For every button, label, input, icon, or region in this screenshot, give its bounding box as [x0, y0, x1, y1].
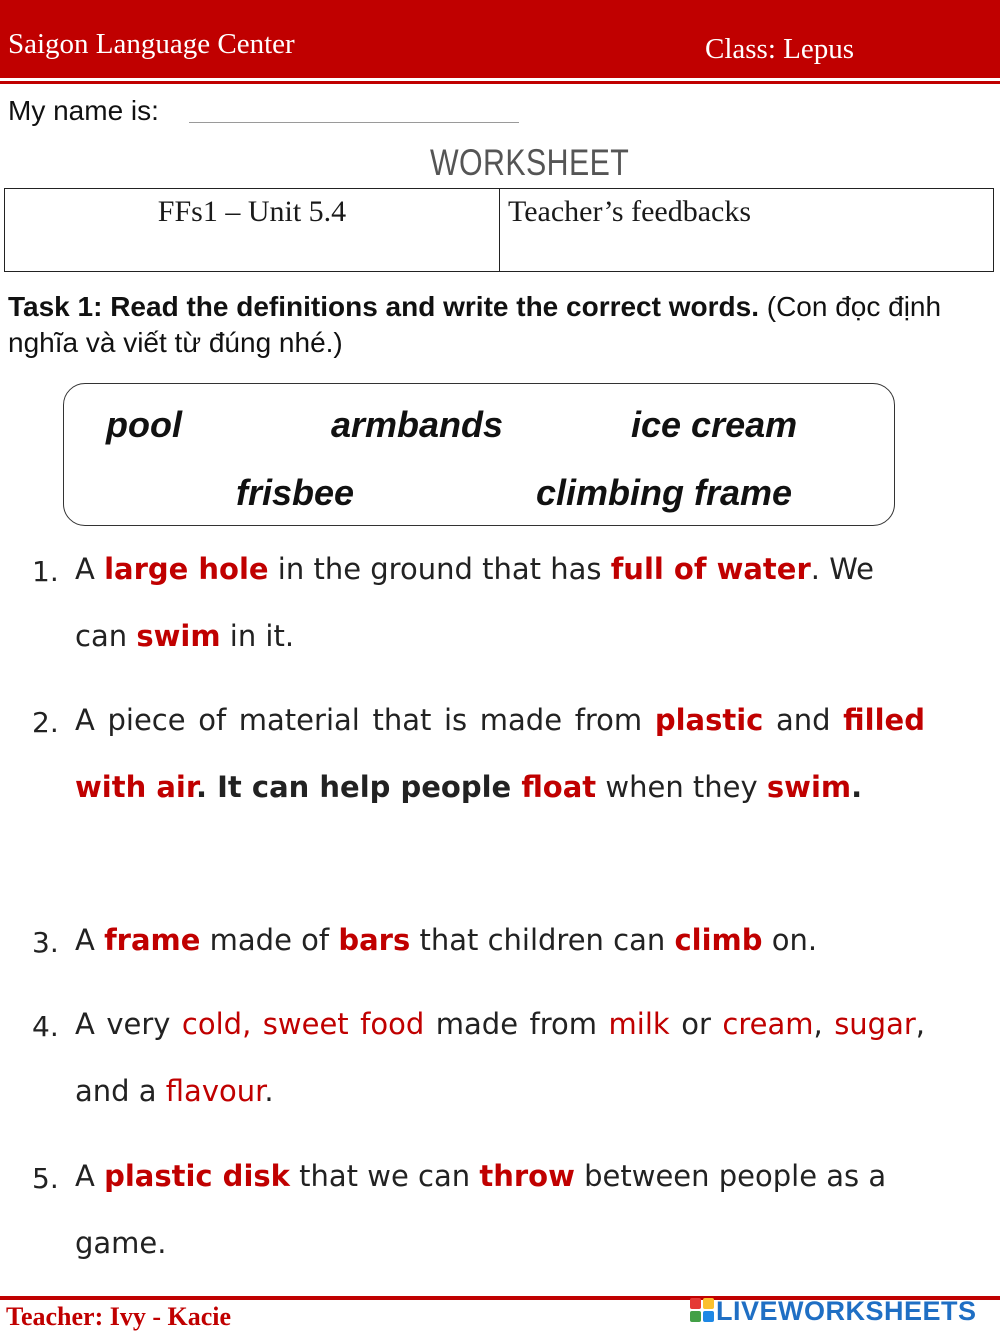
item-number: 1.: [32, 555, 59, 588]
word-box: [63, 383, 895, 526]
task-1-heading: Task 1: Read the definitions and write the correct words.: [8, 291, 759, 322]
word-option: frisbee: [236, 472, 355, 513]
word-option: armbands: [331, 404, 504, 445]
feedback-cell: Teacher’s feedbacks: [508, 195, 752, 228]
teacher-credit: Teacher: Ivy - Kacie: [6, 1302, 232, 1331]
item-number: 2.: [32, 706, 59, 739]
word-option: ice cream: [631, 404, 798, 445]
item-number: 4.: [32, 1010, 59, 1043]
definition-item-1: A large hole in the ground that has full of water. We can swim in it.: [75, 552, 875, 653]
definition-item-2: A piece of material that is made from plastic and filled with air. It can help people float when they swim.: [75, 703, 925, 804]
unit-cell: FFs1 – Unit 5.4: [157, 195, 347, 228]
definition-item-4: A very cold, sweet food made from milk or cream, sugar, and a flavour.: [75, 1007, 925, 1108]
task-1-translation: (Con đọc định nghĩa và viết từ đúng nhé.): [8, 291, 942, 358]
header-bar: [0, 0, 1000, 78]
class-label: Class: Lepus: [705, 33, 855, 65]
task-1-instructions: [8, 289, 993, 361]
item-number: 5.: [32, 1162, 59, 1195]
header-underline: [0, 81, 1000, 84]
name-input-line[interactable]: [189, 122, 519, 123]
table-divider: [499, 189, 500, 271]
definition-item-3: A frame made of bars that children can climb on.: [75, 923, 818, 957]
info-table: [4, 188, 994, 272]
logo-text: LIVEWORKSHEETS: [716, 1296, 977, 1326]
logo-grid-icon: [690, 1298, 714, 1322]
word-option: climbing frame: [536, 472, 793, 513]
item-number: 3.: [32, 926, 59, 959]
definition-item-5: A plastic disk that we can throw between people as a game.: [75, 1159, 887, 1260]
worksheet-title: WORKSHEET: [430, 142, 630, 183]
center-name: Saigon Language Center: [8, 28, 295, 60]
name-prompt: My name is:: [8, 95, 159, 126]
word-option: pool: [106, 404, 182, 445]
